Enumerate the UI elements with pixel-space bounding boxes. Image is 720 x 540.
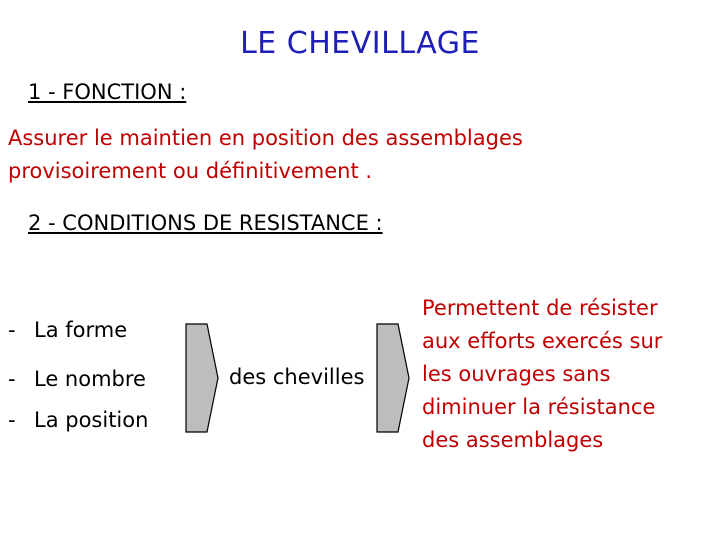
factor-item-nombre: [8, 367, 146, 391]
factor-item-position: [8, 408, 148, 432]
fonction-line-1: Assurer le maintien en position des assemblages: [8, 126, 523, 150]
result-line-2: aux efforts exercés sur: [422, 329, 663, 353]
slide-title: LE CHEVILLAGE: [240, 26, 480, 61]
chevron-arrow-icon-left: [185, 323, 219, 433]
result-line-3: les ouvrages sans: [422, 362, 611, 386]
result-line-1: Permettent de résister: [422, 296, 658, 320]
subject-text: des chevilles: [229, 365, 365, 389]
factor-item-forme: [8, 318, 127, 342]
section-conditions-heading: 2 - CONDITIONS DE RESISTANCE :: [28, 211, 383, 235]
factor-label: Le nombre: [34, 367, 146, 391]
bullet-dash: -: [8, 408, 16, 432]
result-line-4: diminuer la résistance: [422, 395, 656, 419]
bullet-dash: -: [8, 318, 16, 342]
section-fonction-heading: 1 - FONCTION :: [28, 80, 187, 104]
factor-label: La forme: [34, 318, 128, 342]
factor-label: La position: [34, 408, 149, 432]
chevron-arrow-icon-right: [376, 323, 410, 433]
bullet-dash: -: [8, 367, 16, 391]
result-line-5: des assemblages: [422, 428, 604, 452]
fonction-line-2: provisoirement ou définitivement .: [8, 159, 373, 183]
